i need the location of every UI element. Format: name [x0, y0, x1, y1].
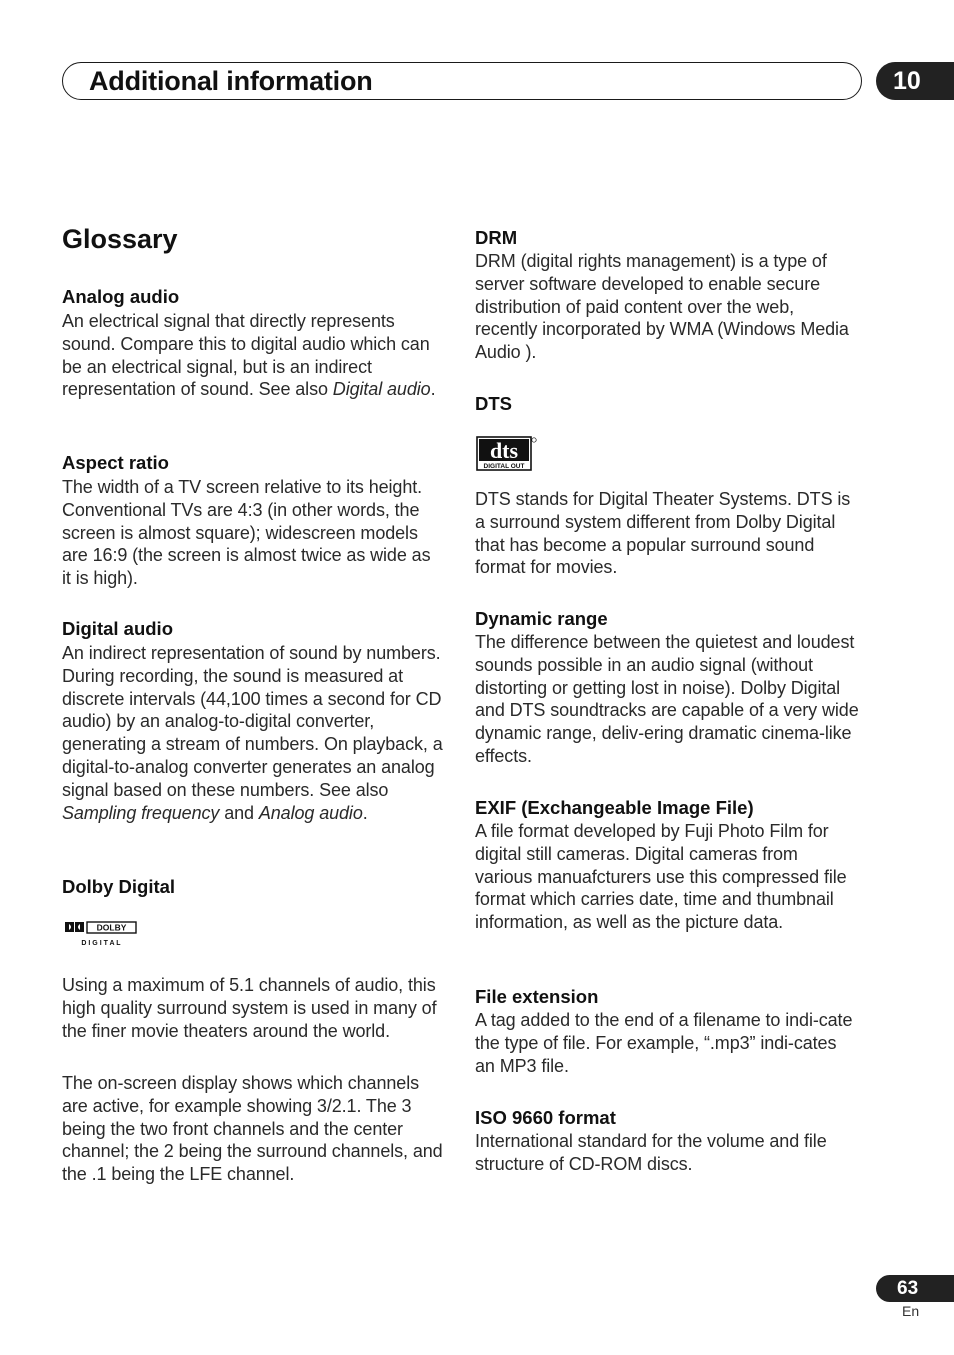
def-end: . — [362, 802, 368, 823]
def-digital-audio-text: An indirect representation of sound by numbers. During recording, the sound is measured at discrete intervals (44,100 times a second for CD audio) by an analog-to-digital converter, generating a stream of numbers. On playback, a digital-to-analog converter generates an analog signal based on these numbers. See also — [62, 643, 443, 800]
ref-digital-audio: Digital audio — [332, 379, 431, 400]
dts-digital-out-logo — [476, 436, 538, 472]
def-drm: DRM (digital rights management) is a type of server software developed to enable secure distribution of paid content over the web, recently incorporated by WMA (Windows Media Audio ). — [475, 251, 849, 363]
def-dynamic-range: The difference between the quietest and loudest sounds possible in an audio signal (without distorting or getting lost in noise). Dolby Digital and DTS soundtracks are capable of a very wide dynamic range, deliv-ering dramatic cinema-like effects. — [475, 632, 859, 766]
chapter-badge: 10 — [876, 62, 954, 100]
def-aspect-ratio: The width of a TV screen relative to its height. Conventional TVs are 4:3 (in other words, the screen is almost square); widescreen models are 16:9 (the screen is almost twice as wide as it is high). — [62, 477, 431, 589]
term-iso9660: ISO 9660 format — [475, 1107, 616, 1128]
def-end: . — [430, 379, 436, 400]
header-title: Additional information — [89, 66, 373, 96]
def-analog-audio-text: An electrical signal that directly represents sound. Compare this to digital audio which can be an electrical signal, but is an indirect representation of sound. See also — [62, 311, 430, 400]
def-analog-audio — [62, 310, 444, 401]
dolby-logo-word: DOLBY — [96, 922, 127, 933]
def-dolby-digital-2: The on-screen display shows which channels are active, for example showing 3/2.1. The 3 being the two front channels and the center channel; the 2 being the surround channels, and the .1 being the LFE channel. — [62, 1073, 443, 1185]
term-dynamic-range: Dynamic range — [475, 608, 608, 629]
term-dts: DTS — [475, 393, 512, 414]
def-file-extension: A tag added to the end of a filename to indi-cate the type of file. For example, “.mp3” indi-cates an MP3 file. — [475, 1010, 853, 1076]
dolby-digital-logo — [64, 920, 138, 948]
term-digital-audio: Digital audio — [62, 618, 173, 639]
term-exif: EXIF (Exchangeable Image File) — [475, 797, 754, 818]
page-language: En — [902, 1303, 920, 1319]
term-dolby-digital: Dolby Digital — [62, 876, 176, 897]
def-dts: DTS stands for Digital Theater Systems. DTS is a surround system different from Dolby Digital that has become a popular surround sound format for movies. — [475, 489, 851, 578]
def-exif: A file format developed by Fuji Photo Film for digital still cameras. Digital cameras from various manuafcturers use this compressed file format which carries date, time and thumbnail information, as well as the picture data. — [475, 821, 847, 933]
def-digital-audio — [62, 642, 444, 824]
term-file-extension: File extension — [475, 986, 599, 1007]
term-aspect-ratio: Aspect ratio — [62, 452, 169, 473]
term-drm: DRM — [475, 227, 518, 248]
ref-analog-audio: Analog audio — [258, 802, 363, 823]
registered-mark — [532, 438, 536, 442]
dts-logo-word: dts — [489, 438, 519, 463]
dts-logo-sub: DIGITAL OUT — [483, 463, 525, 470]
def-dolby-digital-1: Using a maximum of 5.1 channels of audio, this high quality surround system is used in many of the finer movie theaters around the world. — [62, 975, 437, 1041]
glossary-title: Glossary — [62, 224, 178, 254]
def-and: and — [219, 802, 259, 823]
ref-sampling-frequency: Sampling frequency — [62, 802, 220, 823]
header-bar — [62, 62, 862, 100]
def-iso9660: International standard for the volume and file structure of CD-ROM discs. — [475, 1131, 827, 1174]
dolby-logo-sub: D I G I T A L — [81, 940, 121, 947]
page-number: 63 — [876, 1275, 954, 1302]
term-analog-audio: Analog audio — [62, 286, 180, 307]
